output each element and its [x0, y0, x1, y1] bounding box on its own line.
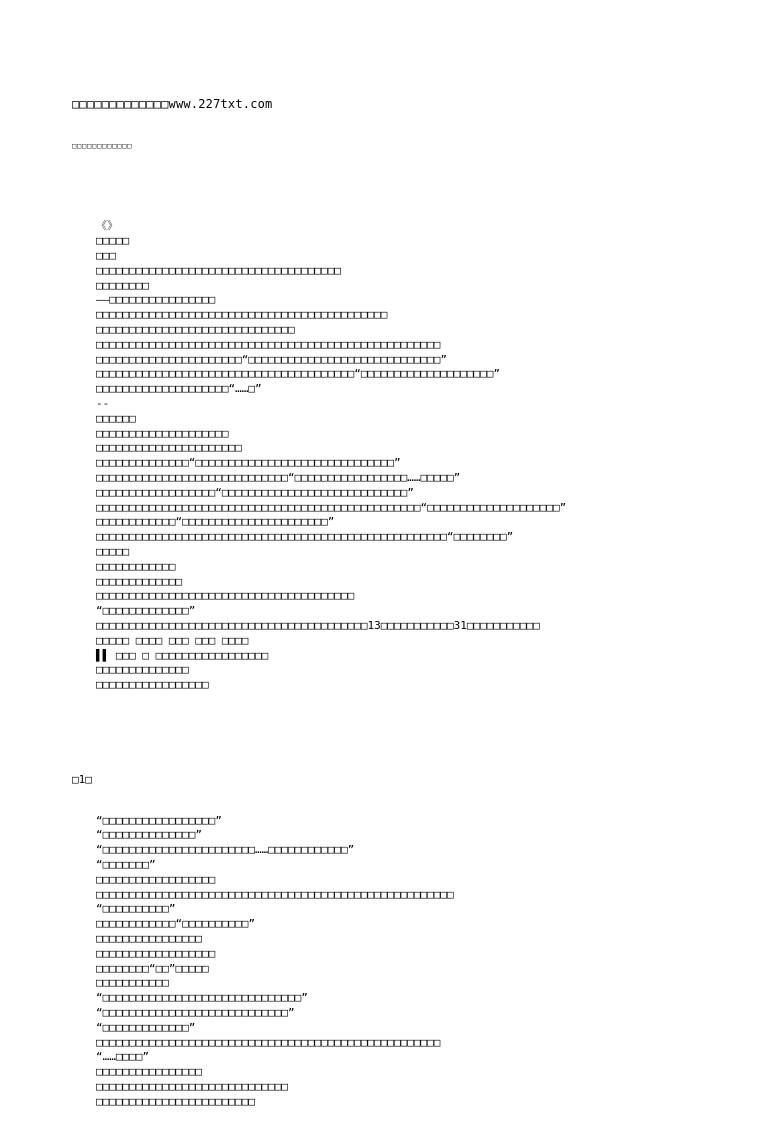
preface-line	[72, 234, 722, 249]
preface-line-text: □□□□□□□□□□□□□□□□□□□□□□□□□□□□□□□□□□□□□	[96, 263, 342, 277]
chapter-line-text: □□□□□□□□“□□”□□□□□	[96, 961, 209, 975]
chapter-line	[72, 843, 722, 858]
preface-line-text: □□□□□□	[96, 411, 136, 425]
chapter-section	[72, 814, 722, 1110]
preface-line-text: □□□□□□□□□□□□□□□□□□□□	[96, 426, 229, 440]
preface-line-text: ▌▌ □□□ □ □□□□□□□□□□□□□□□□□	[96, 648, 269, 662]
preface-line	[72, 575, 722, 590]
preface-line	[72, 545, 722, 560]
preface-line-text: □□□□□□□□□□□□□□□□□□□□“……□”	[96, 382, 262, 396]
preface-line-text: □□□□□□□□□□□□□□□□□□□□□□□□□□□□□□	[96, 322, 295, 336]
preface-line	[72, 678, 722, 693]
chapter-line	[72, 976, 722, 991]
preface-line-text: □□□□□□□□□□□□□□□□□□□□□□“□□□□□□□□□□□□□□□□□□□□□□□□□□□□□”	[96, 352, 447, 366]
chapter-line-text: □□□□□□□□□□□□□□□□□□□□□□□□□□□□□□□□□□□□□□□□□□□□□□□□□□□□□□	[96, 887, 454, 901]
preface-line	[72, 338, 722, 353]
preface-line	[72, 604, 722, 619]
chapter-line-text: □□□□□□□□□□□□□□□□□□□□□□□□	[96, 1094, 255, 1108]
chapter-line-text: □□□□□□□□□□□□□□□□	[96, 1065, 202, 1079]
preface-line-text: □□□□□□□□□□□□□	[96, 574, 183, 588]
preface-line	[72, 589, 722, 604]
preface-line-text: □□□□□□□□□□□□□□□□□□□□□□□□□□□□□□□□□□□□□□□“□□□□□□□□□□□□□□□□□□□□”	[96, 367, 500, 381]
preface-line	[72, 560, 722, 575]
preface-line	[72, 634, 722, 649]
chapter-line-text: “□□□□□□□□□□□□□□□□□”	[96, 813, 222, 827]
chapter-line-text: □□□□□□□□□□□□□□□□	[96, 932, 202, 946]
preface-line-text: □□□□□□□□□□□□□□□□□□“□□□□□□□□□□□□□□□□□□□□□□□□□□□□”	[96, 485, 414, 499]
chapter-line-text: □□□□□□□□□□□	[96, 976, 169, 990]
preface-line-text: 《》	[96, 219, 118, 233]
preface-line	[72, 486, 722, 501]
chapter-line-text: “□□□□□□□□□□□□□□□□□□□□□□□□□□□□□□”	[96, 991, 308, 1005]
preface-line	[72, 456, 722, 471]
preface-line	[72, 501, 722, 516]
chapter-line-text: □□□□□□□□□□□□□□□□□□	[96, 872, 216, 886]
chapter-line	[72, 873, 722, 888]
preface-line-text: □□□□□□□□□□□□□□□□□□□□□□□□□□□□□□□□□□□□□□□□□13□□□□□□□□□□□31□□□□□□□□□□□	[96, 618, 540, 632]
preface-line-text: □□□□□□□□□□□□□□□□□	[96, 678, 209, 692]
preface-line-text: □□□□□□□□□□□□□□□□□□□□□□□□□□□□□□□□□□□□□□□□□□□□□□□□□□□□□“□□□□□□□□”	[96, 530, 514, 544]
chapter-line	[72, 947, 722, 962]
preface-line-text: □□□□□□□□□□□□□□□□□□□□□□□□□□□□□□□□□□□□□□□□□□□□□□□□□“□□□□□□□□□□□□□□□□□□□□”	[96, 500, 567, 514]
site-header-line	[72, 97, 722, 112]
preface-line-text: □□□□□□□□	[96, 278, 149, 292]
preface-line-text: ——□□□□□□□□□□□□□□□□	[96, 293, 216, 307]
site-url-text: □□□□□□□□□□□□□www.227txt.com	[72, 97, 273, 111]
preface-line-text: □□□□□□□□□□□□□□□□□□□□□□	[96, 441, 242, 455]
preface-line	[72, 293, 722, 308]
preface-line-text: □□□□□□□□□□□□□□□□□□□□□□□□□□□□□“□□□□□□□□□□□□□□□□□……□□□□□”	[96, 470, 461, 484]
preface-line-text: □□□□□□□□□□□□□□□□□□□□□□□□□□□□□□□□□□□□□□□□□□□□	[96, 308, 388, 322]
preface-line-text: --	[96, 396, 110, 410]
preface-line-text: □□□□□□□□□□□□□□□□□□□□□□□□□□□□□□□□□□□□□□□	[96, 589, 355, 603]
chapter-line	[72, 932, 722, 947]
preface-line	[72, 323, 722, 338]
site-subheader-text: □□□□□□□□□□□□	[72, 141, 133, 150]
preface-line	[72, 367, 722, 382]
preface-line	[72, 441, 722, 456]
chapter-line	[72, 1065, 722, 1080]
document-page	[72, 71, 722, 1123]
chapter-line-text: “□□□□□□□□□□□□□□□□□□□□□□□……□□□□□□□□□□□□”	[96, 843, 355, 857]
chapter-line-text: “□□□□□□□□□□□□□□□□□□□□□□□□□□□□”	[96, 1006, 295, 1020]
preface-line-text: “□□□□□□□□□□□□□”	[96, 604, 196, 618]
chapter-line	[72, 1036, 722, 1051]
preface-line	[72, 649, 722, 664]
chapter-line-text: “□□□□□□□□□□□□□”	[96, 1020, 196, 1034]
chapter-line	[72, 1021, 722, 1036]
preface-section	[72, 219, 722, 693]
chapter-line	[72, 828, 722, 843]
chapter-line	[72, 962, 722, 977]
preface-line	[72, 353, 722, 368]
chapter-line-text: □□□□□□□□□□□□“□□□□□□□□□□”	[96, 917, 255, 931]
preface-line	[72, 530, 722, 545]
preface-line	[72, 663, 722, 678]
chapter-line	[72, 991, 722, 1006]
preface-line-text: □□□□□□□□□□□□□□“□□□□□□□□□□□□□□□□□□□□□□□□□□□□□□”	[96, 456, 401, 470]
preface-line-text: □□□□□□□□□□□□“□□□□□□□□□□□□□□□□□□□□□□”	[96, 515, 335, 529]
preface-line-text: □□□□□□□□□□□□□□	[96, 663, 189, 677]
preface-line-text: □□□	[96, 248, 116, 262]
chapter-line	[72, 888, 722, 903]
chapter-line-text: “□□□□□□□□□□□□□□”	[96, 828, 202, 842]
preface-line	[72, 219, 722, 234]
preface-line	[72, 264, 722, 279]
preface-line	[72, 412, 722, 427]
spacer	[72, 179, 722, 194]
preface-line	[72, 397, 722, 412]
chapter-line	[72, 902, 722, 917]
chapter-line	[72, 1095, 722, 1110]
preface-line	[72, 279, 722, 294]
preface-line-text: □□□□□	[96, 544, 130, 558]
chapter-line-text: “□□□□□□□□□□”	[96, 902, 176, 916]
preface-line	[72, 619, 722, 634]
chapter-line-text: “□□□□□□□”	[96, 858, 156, 872]
preface-line	[72, 249, 722, 264]
chapter-heading: □1□	[72, 772, 92, 786]
chapter-line	[72, 858, 722, 873]
chapter-line-text: □□□□□□□□□□□□□□□□□□	[96, 946, 216, 960]
preface-line-text: □□□□□□□□□□□□□□□□□□□□□□□□□□□□□□□□□□□□□□□□□□□□□□□□□□□□	[96, 337, 441, 351]
section-gap	[72, 719, 722, 747]
chapter-line-text: □□□□□□□□□□□□□□□□□□□□□□□□□□□□□□□□□□□□□□□□□□□□□□□□□□□□	[96, 1035, 441, 1049]
chapter-line-text: “……□□□□”	[96, 1050, 149, 1064]
chapter-line	[72, 814, 722, 829]
preface-line	[72, 471, 722, 486]
chapter-line-text: □□□□□□□□□□□□□□□□□□□□□□□□□□□□□	[96, 1080, 289, 1094]
preface-line	[72, 382, 722, 397]
preface-line	[72, 515, 722, 530]
preface-line-text: □□□□□ □□□□ □□□ □□□ □□□□	[96, 633, 249, 647]
preface-line-text: □□□□□	[96, 234, 130, 248]
chapter-line	[72, 1050, 722, 1065]
chapter-line	[72, 917, 722, 932]
chapter-line	[72, 1006, 722, 1021]
preface-line-text: □□□□□□□□□□□□	[96, 559, 176, 573]
preface-line	[72, 308, 722, 323]
chapter-line	[72, 1080, 722, 1095]
preface-line	[72, 427, 722, 442]
site-subheader-line	[72, 138, 722, 153]
